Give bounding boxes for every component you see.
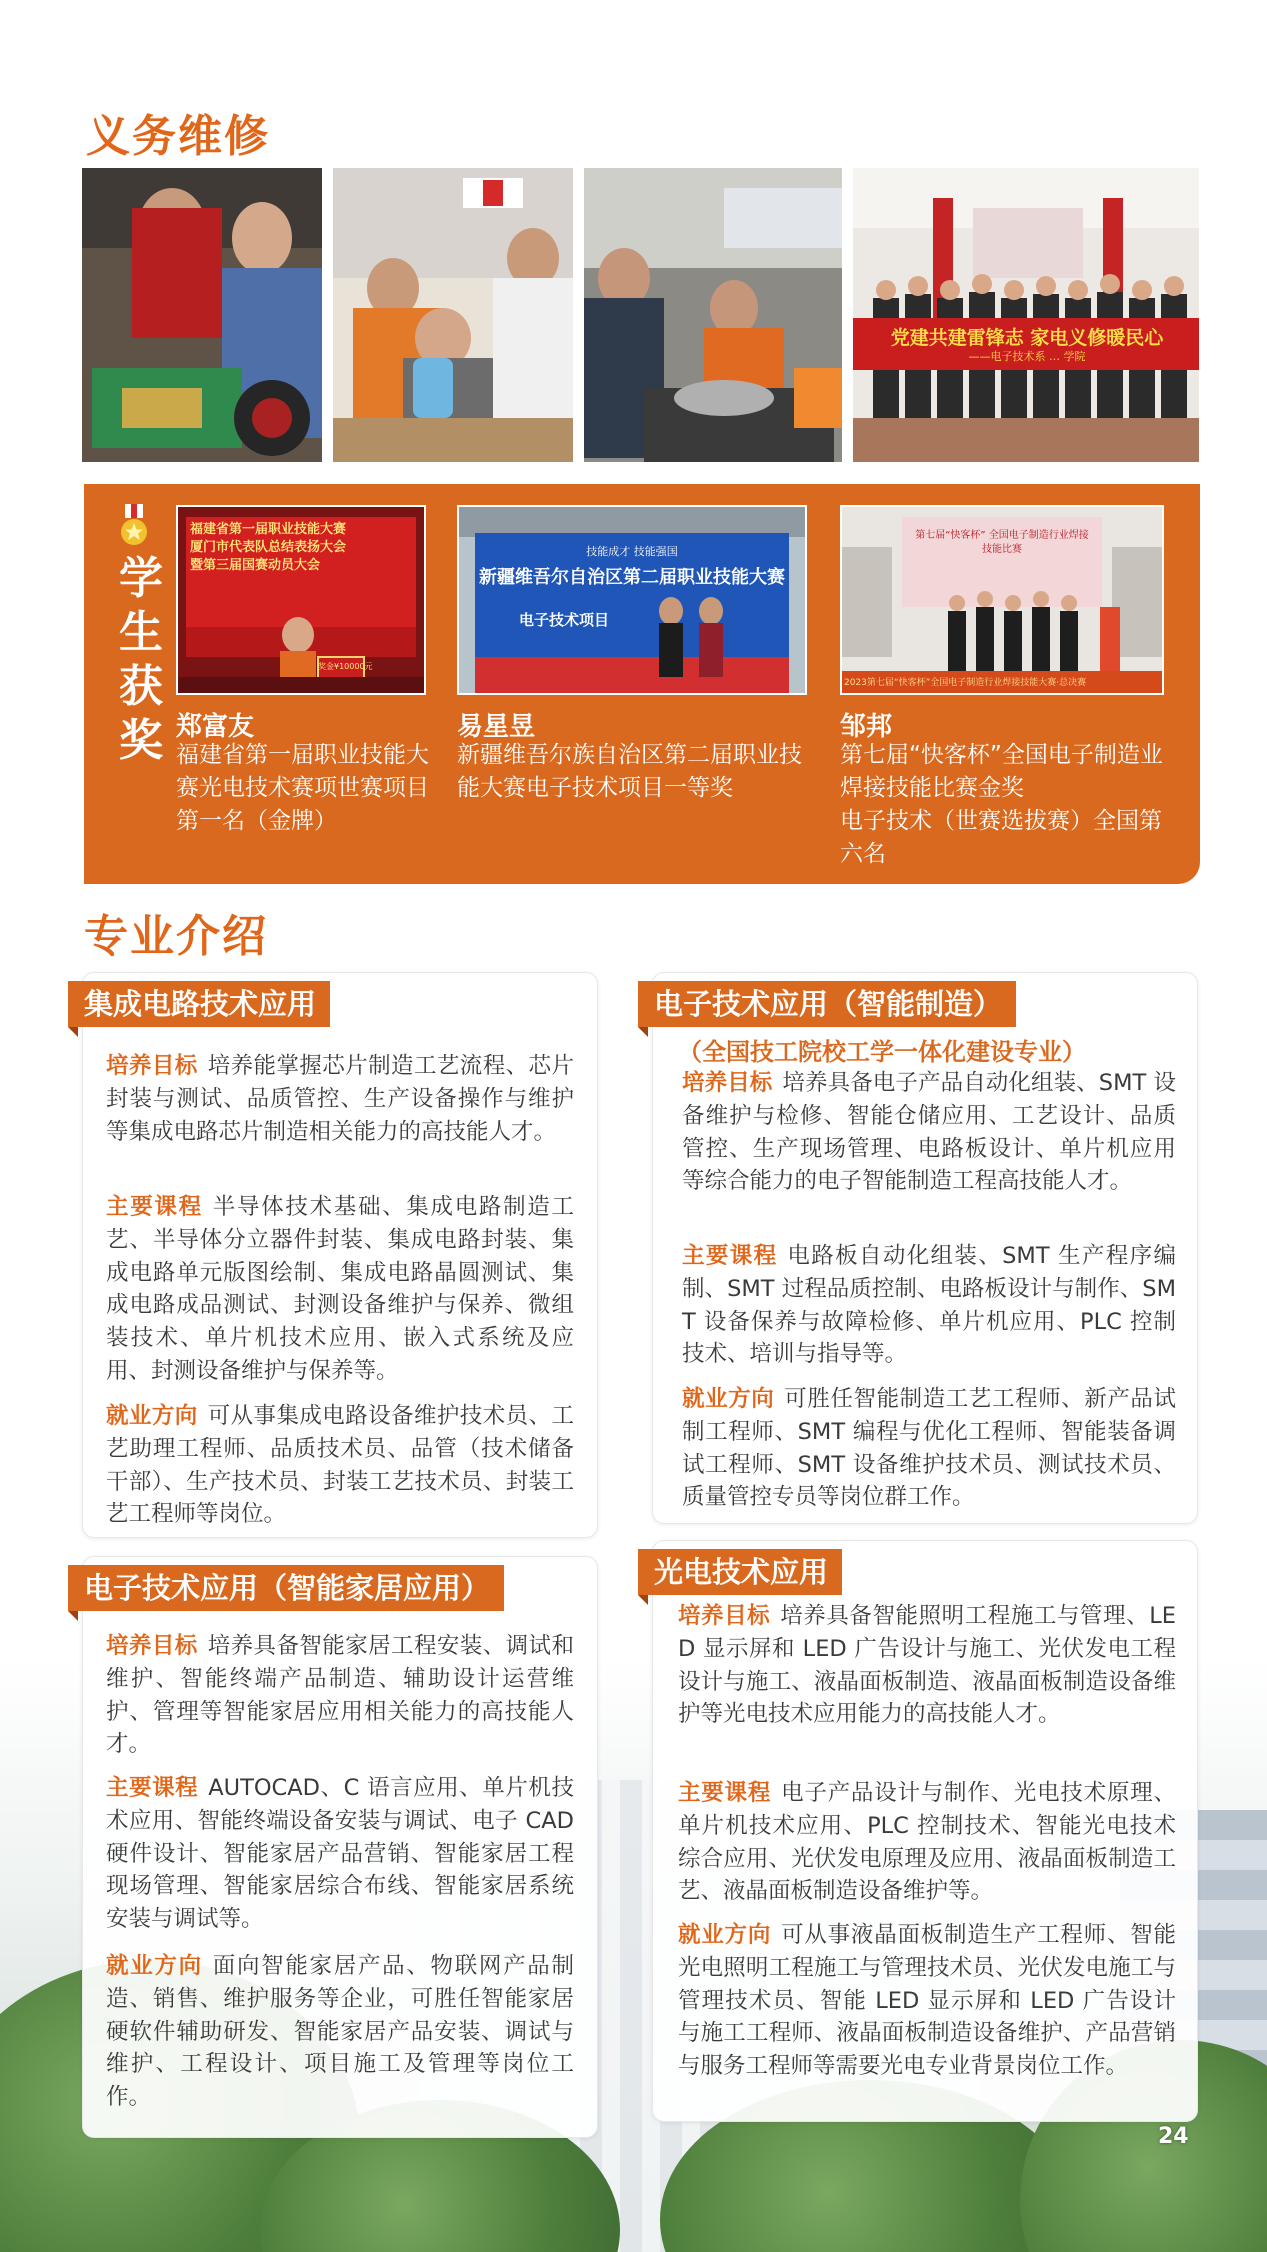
major-oe-courses-text: 电子产品设计与制作、光电技术原理、单片机技术应用、PLC 控制技术、智能光电技术综合应用、光伏发电原理及应用、液晶面板制造工艺、液晶面板制造设备维护等。 bbox=[678, 1780, 1176, 1905]
major-sm-courses-text: 电路板自动化组装、SMT 生产程序编制、SMT 过程品质控制、电路板设计与制作、SMT 设备保养与故障检修、单片机应用、PLC 控制技术、培训与指导等。 bbox=[682, 1243, 1176, 1368]
major-sh-courses bbox=[106, 1772, 574, 1936]
major-ic-title: 集成电路技术应用 bbox=[68, 981, 330, 1027]
major-sh-title: 电子技术应用（智能家居应用） bbox=[68, 1565, 504, 1611]
award-photo-1 bbox=[176, 505, 426, 695]
major-sm-courses bbox=[682, 1240, 1176, 1371]
award-photo-2-sub: 电子技术项目 bbox=[519, 611, 610, 629]
major-ic-career-text: 可从事集成电路设备维护技术员、工艺助理工程师、品质技术员、品管（技术储备干部）、生产技术员、封装工艺技术员、封装工艺工程师等岗位。 bbox=[106, 1403, 574, 1528]
medal-icon bbox=[117, 504, 151, 548]
goal-label: 培养目标 bbox=[106, 1053, 198, 1079]
courses-label: 主要课程 bbox=[682, 1243, 778, 1269]
award-photo-1-banner: 福建省第一届职业技能大赛 厦门市代表队总结表扬大会 暨第三届国赛动员大会 bbox=[190, 522, 347, 573]
award-photo-2-banner-top: 技能成才 技能强国 bbox=[586, 545, 678, 558]
major-ic-career bbox=[106, 1400, 574, 1531]
major-ic-courses-text: 半导体技术基础、集成电路制造工艺、半导体分立器件封装、集成电路封装、集成电路单元版图绘制、集成电路晶圆测试、集成电路成品测试、封测设备维护与保养、微组装技术、单片机技术应用、嵌入式系统及应用、封测设备维护与保养等。 bbox=[106, 1194, 574, 1384]
goal-label: 培养目标 bbox=[678, 1603, 771, 1629]
major-oe-career bbox=[678, 1919, 1176, 2083]
repair-photo-2 bbox=[333, 168, 573, 462]
major-ic-goal-text: 培养能掌握芯片制造工艺流程、芯片封装与测试、品质管控、生产设备操作与维护等集成电路芯片制造相关能力的高技能人才。 bbox=[106, 1053, 574, 1145]
award-photo-3 bbox=[840, 505, 1164, 695]
award-photo-2 bbox=[457, 505, 807, 695]
major-sh-career bbox=[106, 1950, 574, 2114]
career-label: 就业方向 bbox=[678, 1922, 772, 1948]
page-number: 24 bbox=[1158, 2124, 1189, 2149]
award-1-name: 郑富友 bbox=[176, 712, 255, 742]
award-photo-2-banner: 新疆维吾尔自治区第二届职业技能大赛 bbox=[479, 567, 785, 588]
repair-photo-4 bbox=[853, 168, 1199, 462]
award-photo-3-footer: 2023第七届“快客杯”全国电子制造行业焊接技能大赛·总决赛 bbox=[844, 678, 1087, 688]
goal-label: 培养目标 bbox=[682, 1070, 773, 1096]
major-sm-goal bbox=[682, 1067, 1176, 1198]
major-oe-title: 光电技术应用 bbox=[638, 1549, 842, 1595]
award-3-name: 邹邦 bbox=[840, 712, 893, 742]
major-oe-career-text: 可从事液晶面板制造生产工程师、智能光电照明工程施工与管理技术员、光伏发电施工与管理技术员、智能 LED 显示屏和 LED 广告设计与施工工程师、液晶面板制造设备维护、产品营销与服务工程师等需要光电专业背景岗位工作。 bbox=[678, 1922, 1176, 2080]
major-ic-courses bbox=[106, 1191, 574, 1388]
major-sm-subtitle: （全国技工院校工学一体化建设专业） bbox=[678, 1038, 1086, 1066]
major-sm-goal-text: 培养具备电子产品自动化组装、SMT 设备维护与检修、智能仓储应用、工艺设计、品质管控、生产现场管理、电路板设计、单片机应用等综合能力的电子智能制造工程高技能人才。 bbox=[682, 1070, 1176, 1195]
major-sm-title: 电子技术应用（智能制造） bbox=[638, 981, 1016, 1027]
career-label: 就业方向 bbox=[106, 1953, 203, 1979]
major-oe-courses bbox=[678, 1777, 1176, 1908]
award-photo-1-plaque: 奖金¥10000元 bbox=[318, 662, 373, 671]
repair-section-title: 义务维修 bbox=[86, 111, 270, 162]
career-label: 就业方向 bbox=[106, 1403, 198, 1429]
repair-photo-3 bbox=[584, 168, 842, 462]
major-sh-courses-text: AUTOCAD、C 语言应用、单片机技术应用、智能终端设备安装与调试、电子 CAD 硬件设计、智能家居产品营销、智能家居工程现场管理、智能家居综合布线、智能家居系统安装与调试等。 bbox=[106, 1775, 574, 1933]
courses-label: 主要课程 bbox=[678, 1780, 772, 1806]
majors-section-title: 专业介绍 bbox=[84, 911, 268, 962]
award-3-desc: 第七届“快客杯”全国电子制造业焊接技能比赛金奖 电子技术（世赛选拔赛）全国第六名 bbox=[840, 742, 1163, 867]
major-sm-career bbox=[682, 1383, 1176, 1514]
major-sm-career-text: 可胜任智能制造工艺工程师、新产品试制工程师、SMT 编程与优化工程师、智能装备调试工程师、SMT 设备维护技术员、测试技术员、质量管控专员等岗位群工作。 bbox=[682, 1386, 1176, 1511]
award-2-desc: 新疆维吾尔族自治区第二届职业技能大赛电子技术项目一等奖 bbox=[457, 742, 802, 801]
major-oe-goal-text: 培养具备智能照明工程施工与管理、LED 显示屏和 LED 广告设计与施工、光伏发电工程设计与施工、液晶面板制造、液晶面板制造设备维护等光电技术应用能力的高技能人才。 bbox=[678, 1603, 1176, 1728]
award-2-name: 易星昱 bbox=[457, 712, 536, 742]
major-ic-goal bbox=[106, 1050, 574, 1148]
major-sh-goal bbox=[106, 1630, 574, 1761]
repair-photo-4-banner: 党建共建雷锋志 家电义修暖民心 bbox=[890, 327, 1164, 349]
major-oe-goal bbox=[678, 1600, 1176, 1731]
awards-section-title: 学生获奖 bbox=[119, 553, 163, 766]
award-1-desc: 福建省第一届职业技能大赛光电技术赛项世赛项目第一名（金牌） bbox=[176, 742, 429, 834]
major-sh-career-text: 面向智能家居产品、物联网产品制造、销售、维护服务等企业，可胜任智能家居硬软件辅助研发、智能家居产品安装、调试与维护、工程设计、项目施工及管理等岗位工作。 bbox=[106, 1953, 574, 2111]
goal-label: 培养目标 bbox=[106, 1633, 198, 1659]
major-sh-goal-text: 培养具备智能家居工程安装、调试和维护、智能终端产品制造、辅助设计运营维护、管理等智能家居应用相关能力的高技能人才。 bbox=[106, 1633, 574, 1758]
repair-photo-4-subbanner: ——电子技术系 … 学院 bbox=[968, 350, 1086, 363]
career-label: 就业方向 bbox=[682, 1386, 775, 1412]
award-photo-3-banner: 第七届“快客杯” 全国电子制造行业焊接技能比赛 bbox=[915, 530, 1089, 555]
courses-label: 主要课程 bbox=[106, 1194, 203, 1220]
repair-photo-1 bbox=[82, 168, 322, 462]
courses-label: 主要课程 bbox=[106, 1775, 199, 1801]
